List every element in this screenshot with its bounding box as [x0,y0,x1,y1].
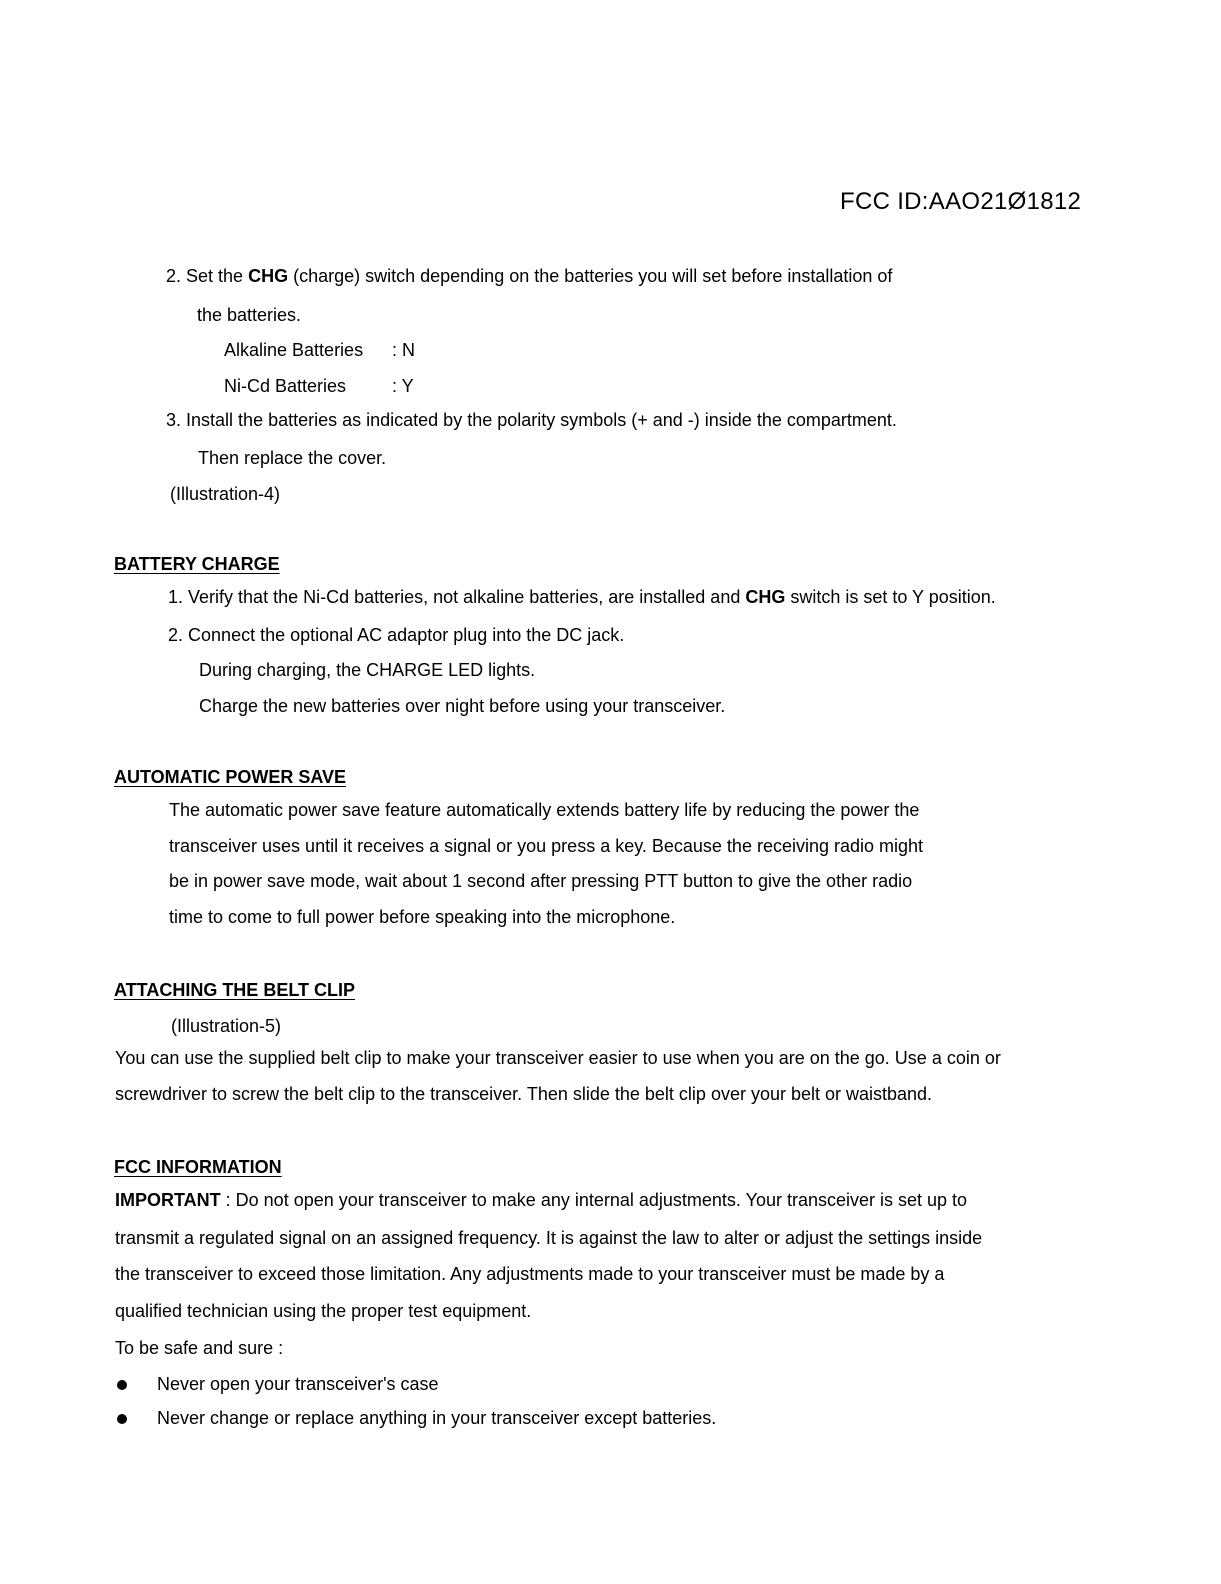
step-number: 3. [166,410,182,430]
fcc-info-line-2: transmit a regulated signal on an assigned frequency. It is against the law to alter or adjust the settings inside [115,1228,983,1248]
chg-label: CHG [248,266,289,286]
install-step-2 [166,267,892,285]
fcc-info-line-4: qualified technician using the proper test equipment. [115,1301,532,1321]
belt-clip-heading: ATTACHING THE BELT CLIP [114,980,355,1000]
step-text-post: switch is set to Y position. [785,587,996,607]
step-text: Install the batteries as indicated by the polarity symbols (+ and -) inside the compartment. [186,410,897,430]
battery-charge-step-2 [168,626,624,644]
step-number: 2. [166,266,182,286]
charge-overnight-note: Charge the new batteries over night before using your transceiver. [199,696,726,716]
power-save-line: The automatic power save feature automatically extends battery life by reducing the power the [169,800,920,820]
battery-charge-step-1 [168,588,996,606]
important-label: IMPORTANT [115,1190,221,1210]
fcc-info-line-3: the transceiver to exceed those limitation. Any adjustments made to your transceiver must be made by a [115,1264,945,1284]
bullet-item: Never change or replace anything in your transceiver except batteries. [157,1408,717,1428]
step-text: Connect the optional AC adaptor plug into the DC jack. [188,625,625,645]
illustration-5-ref: (Illustration-5) [171,1016,282,1036]
illustration-4-ref: (Illustration-4) [170,484,281,504]
power-save-line: time to come to full power before speaking into the microphone. [169,907,676,927]
nicd-batteries-value: : Y [392,376,414,396]
install-step-3-continued: Then replace the cover. [198,448,387,468]
install-step-2-continued: the batteries. [197,305,302,325]
chg-label: CHG [745,587,786,607]
power-save-line: transceiver uses until it receives a signal or you press a key. Because the receiving radio might [169,836,924,856]
fcc-info-line-1 [115,1191,967,1209]
belt-clip-line: You can use the supplied belt clip to make your transceiver easier to use when you are on the go. Use a coin or [115,1048,1001,1068]
important-text: : Do not open your transceiver to make any internal adjustments. Your transceiver is set up to [220,1190,968,1210]
power-save-heading: AUTOMATIC POWER SAVE [114,767,347,787]
step-text-post: (charge) switch depending on the batteries you will set before installation of [288,266,893,286]
alkaline-batteries-value: : N [392,340,416,360]
bullet-icon [117,1414,127,1424]
bullet-item: Never open your transceiver's case [157,1374,439,1394]
fcc-id-header: FCC ID:AAO21Ø1812 [840,188,1082,215]
bullet-icon [117,1380,127,1390]
belt-clip-line: screwdriver to screw the belt clip to the transceiver. Then slide the belt clip over your belt or waistband. [115,1084,933,1104]
step-text-pre: Verify that the Ni-Cd batteries, not alkaline batteries, are installed and [188,587,746,607]
nicd-batteries-label: Ni-Cd Batteries [224,376,347,396]
fcc-info-heading: FCC INFORMATION [114,1157,282,1177]
step-text-pre: Set the [186,266,249,286]
safe-intro: To be safe and sure : [115,1338,284,1358]
charging-led-note: During charging, the CHARGE LED lights. [199,660,536,680]
alkaline-batteries-label: Alkaline Batteries [224,340,364,360]
install-step-3 [166,411,897,429]
power-save-line: be in power save mode, wait about 1 second after pressing PTT button to give the other radio [169,871,913,891]
step-number: 2. [168,625,184,645]
step-number: 1. [168,587,184,607]
battery-charge-heading: BATTERY CHARGE [114,554,280,574]
